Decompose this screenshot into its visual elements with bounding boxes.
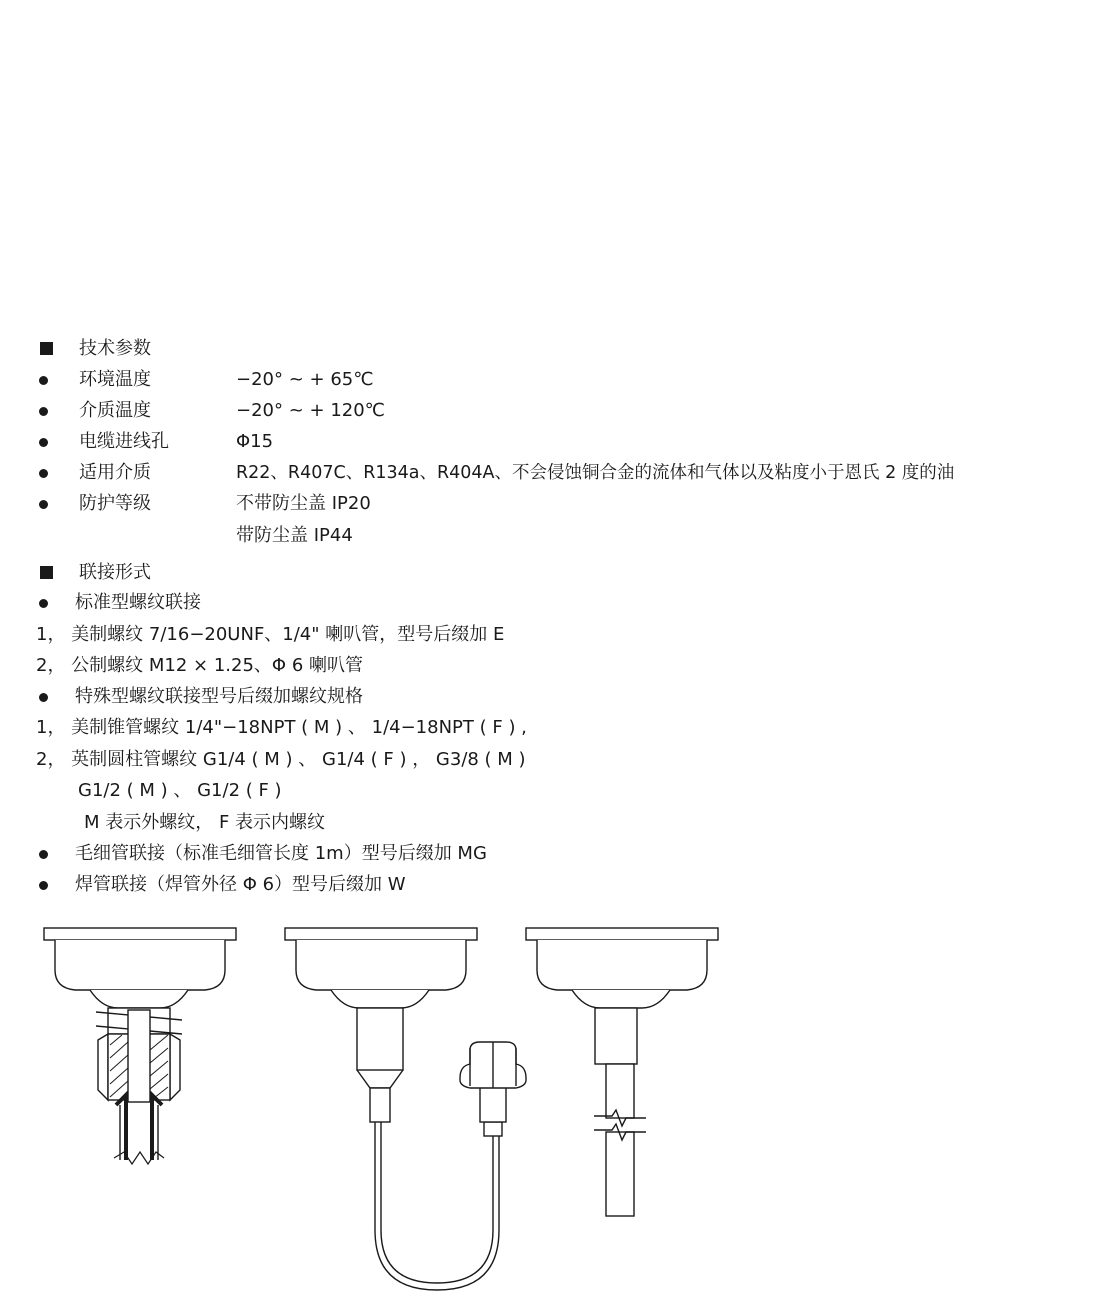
connection-text: 焊管联接（焊管外径 Φ 6）型号后缀加 W <box>75 874 406 895</box>
connection-line: 1， 美制螺纹 7/16−20UNF、1/4" 喇叭管，型号后缀加 E <box>36 624 505 645</box>
connection-line: M 表示外螺纹， F 表示内螺纹 <box>84 812 326 833</box>
param-label: 电缆进线孔 <box>79 431 169 452</box>
connection-line: 1， 美制锥管螺纹 1/4"−18NPT ( M ) 、 1/4−18NPT ( F ) , <box>36 717 527 738</box>
param-value: Φ15 <box>236 431 274 452</box>
connection-line: 2， 公制螺纹 M12 × 1.25、Φ 6 喇叭管 <box>36 655 363 676</box>
connection-text: 特殊型螺纹联接型号后缀加螺纹规格 <box>75 686 363 707</box>
capillary-connection-drawing <box>285 928 526 1290</box>
bullet-dot-icon <box>39 438 48 447</box>
connection-line: G1/2 ( M ) 、 G1/2 ( F ) <box>78 780 282 801</box>
connection-line: 2， 英制圆柱管螺纹 G1/4 ( M ) 、 G1/4 ( F ) ， G3/8 ( M ) <box>36 749 526 770</box>
param-value-secondary: 带防尘盖 IP44 <box>236 525 353 546</box>
bullet-dot-icon <box>39 376 48 385</box>
connection-text: 标准型螺纹联接 <box>75 592 201 613</box>
param-label: 环境温度 <box>79 369 151 390</box>
threaded-connection-drawing <box>44 928 236 1164</box>
param-value: 不带防尘盖 IP20 <box>236 493 371 514</box>
bullet-dot-icon <box>39 850 48 859</box>
param-value: −20° ~ + 65℃ <box>236 369 374 390</box>
param-value: R22、R407C、R134a、R404A、不会侵蚀铜合金的流体和气体以及粘度小于恩氏 2 度的油 <box>236 463 955 483</box>
square-bullet-icon <box>40 566 53 579</box>
param-label: 防护等级 <box>79 493 151 514</box>
bullet-dot-icon <box>39 407 48 416</box>
square-bullet-icon <box>40 342 53 355</box>
tech-params-heading: 技术参数 <box>79 338 151 359</box>
connection-text: 毛细管联接（标准毛细管长度 1m）型号后缀加 MG <box>75 843 487 864</box>
bullet-dot-icon <box>39 500 48 509</box>
connection-diagrams <box>0 900 1100 1300</box>
connection-heading: 联接形式 <box>79 562 151 583</box>
welded-pipe-connection-drawing <box>526 928 718 1216</box>
param-label: 适用介质 <box>79 462 151 483</box>
param-label: 介质温度 <box>79 400 151 421</box>
bullet-dot-icon <box>39 693 48 702</box>
bullet-dot-icon <box>39 469 48 478</box>
bullet-dot-icon <box>39 599 48 608</box>
bullet-dot-icon <box>39 881 48 890</box>
param-value: −20° ~ + 120℃ <box>236 400 385 421</box>
